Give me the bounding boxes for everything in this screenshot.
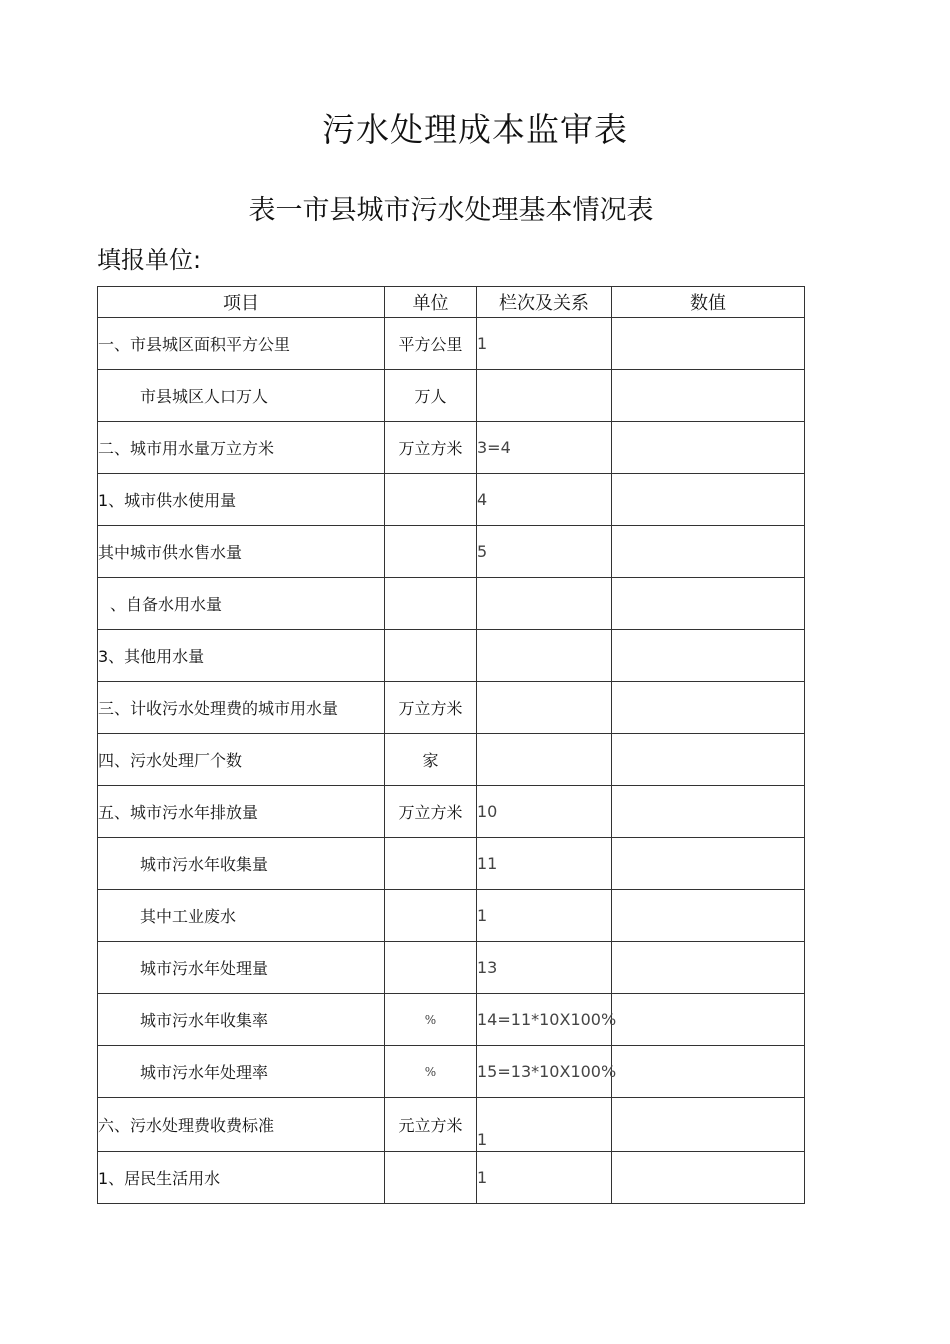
- row-unit: [385, 578, 477, 630]
- row-item: 三、计收污水处理费的城市用水量: [98, 682, 385, 734]
- row-unit: 万立方米: [385, 682, 477, 734]
- row-column: 1: [477, 1098, 612, 1152]
- row-unit: %: [385, 1046, 477, 1098]
- table-row: [98, 994, 805, 1046]
- document-title: 污水处理成本监审表: [322, 110, 628, 149]
- row-column: 11: [477, 838, 612, 890]
- row-item: 1、城市供水使用量: [98, 474, 385, 526]
- row-unit: 平方公里: [385, 318, 477, 370]
- row-item: 3、其他用水量: [98, 630, 385, 682]
- row-value-cell[interactable]: [612, 526, 805, 578]
- row-unit: 万人: [385, 370, 477, 422]
- row-item: 其中城市供水售水量: [98, 526, 385, 578]
- row-column: 4: [477, 474, 612, 526]
- row-unit: [385, 474, 477, 526]
- row-column: [477, 734, 612, 786]
- row-column: 1: [477, 890, 612, 942]
- row-unit: [385, 942, 477, 994]
- row-value-cell[interactable]: [612, 786, 805, 838]
- row-value-cell[interactable]: [612, 994, 805, 1046]
- row-item: 五、城市污水年排放量: [98, 786, 385, 838]
- row-column: 5: [477, 526, 612, 578]
- row-unit: 万立方米: [385, 422, 477, 474]
- table-row: [98, 890, 805, 942]
- row-column: 10: [477, 786, 612, 838]
- row-unit: [385, 526, 477, 578]
- row-unit: [385, 1152, 477, 1204]
- table-row: [98, 838, 805, 890]
- reporting-unit-label: 填报单位:: [97, 246, 202, 274]
- row-unit: 元立方米: [385, 1098, 477, 1152]
- table-row: [98, 578, 805, 630]
- cost-audit-table: [97, 286, 805, 1204]
- header-unit: 单位: [385, 287, 477, 318]
- row-value-cell[interactable]: [612, 370, 805, 422]
- table-row: [98, 786, 805, 838]
- row-item: 其中工业废水: [98, 890, 385, 942]
- row-item: 城市污水年收集率: [98, 994, 385, 1046]
- header-value: 数值: [612, 287, 805, 318]
- row-value-cell[interactable]: [612, 630, 805, 682]
- row-value-cell[interactable]: [612, 1152, 805, 1204]
- row-column: 15=13*10X100%: [477, 1046, 612, 1098]
- row-unit: [385, 630, 477, 682]
- row-item: 1、居民生活用水: [98, 1152, 385, 1204]
- row-value-cell[interactable]: [612, 318, 805, 370]
- row-value-cell[interactable]: [612, 422, 805, 474]
- table-row: [98, 1152, 805, 1204]
- row-item: 城市污水年处理量: [98, 942, 385, 994]
- row-unit: %: [385, 994, 477, 1046]
- row-item: 城市污水年收集量: [98, 838, 385, 890]
- row-value-cell[interactable]: [612, 838, 805, 890]
- row-column: 1: [477, 1152, 612, 1204]
- table-row: [98, 682, 805, 734]
- row-unit: [385, 890, 477, 942]
- table-row: [98, 474, 805, 526]
- table-row: [98, 526, 805, 578]
- row-column: 14=11*10X100%: [477, 994, 612, 1046]
- table-row: [98, 630, 805, 682]
- row-value-cell[interactable]: [612, 890, 805, 942]
- row-unit: 家: [385, 734, 477, 786]
- table-row: [98, 422, 805, 474]
- row-value-cell[interactable]: [612, 578, 805, 630]
- table-row: [98, 318, 805, 370]
- row-unit: 万立方米: [385, 786, 477, 838]
- row-item: 、自备水用水量: [98, 578, 385, 630]
- table-row: [98, 1046, 805, 1098]
- header-item: 项目: [98, 287, 385, 318]
- row-column: [477, 578, 612, 630]
- row-column: [477, 682, 612, 734]
- row-value-cell[interactable]: [612, 1046, 805, 1098]
- row-unit: [385, 838, 477, 890]
- table-title: 表一市县城市污水处理基本情况表: [248, 195, 654, 226]
- table-row: [98, 370, 805, 422]
- row-value-cell[interactable]: [612, 474, 805, 526]
- row-column: 13: [477, 942, 612, 994]
- row-item: 六、污水处理费收费标准: [98, 1098, 385, 1152]
- row-item: 市县城区人口万人: [98, 370, 385, 422]
- header-column: 栏次及关系: [477, 287, 612, 318]
- row-value-cell[interactable]: [612, 682, 805, 734]
- row-column: 3=4: [477, 422, 612, 474]
- table-row: [98, 1098, 805, 1152]
- row-value-cell[interactable]: [612, 1098, 805, 1152]
- row-value-cell[interactable]: [612, 734, 805, 786]
- row-column: 1: [477, 318, 612, 370]
- row-item: 城市污水年处理率: [98, 1046, 385, 1098]
- row-column: [477, 630, 612, 682]
- row-item: 一、市县城区面积平方公里: [98, 318, 385, 370]
- row-column: [477, 370, 612, 422]
- table-row: [98, 942, 805, 994]
- row-value-cell[interactable]: [612, 942, 805, 994]
- table-header-row: [98, 287, 805, 318]
- row-item: 四、污水处理厂个数: [98, 734, 385, 786]
- table-row: [98, 734, 805, 786]
- row-item: 二、城市用水量万立方米: [98, 422, 385, 474]
